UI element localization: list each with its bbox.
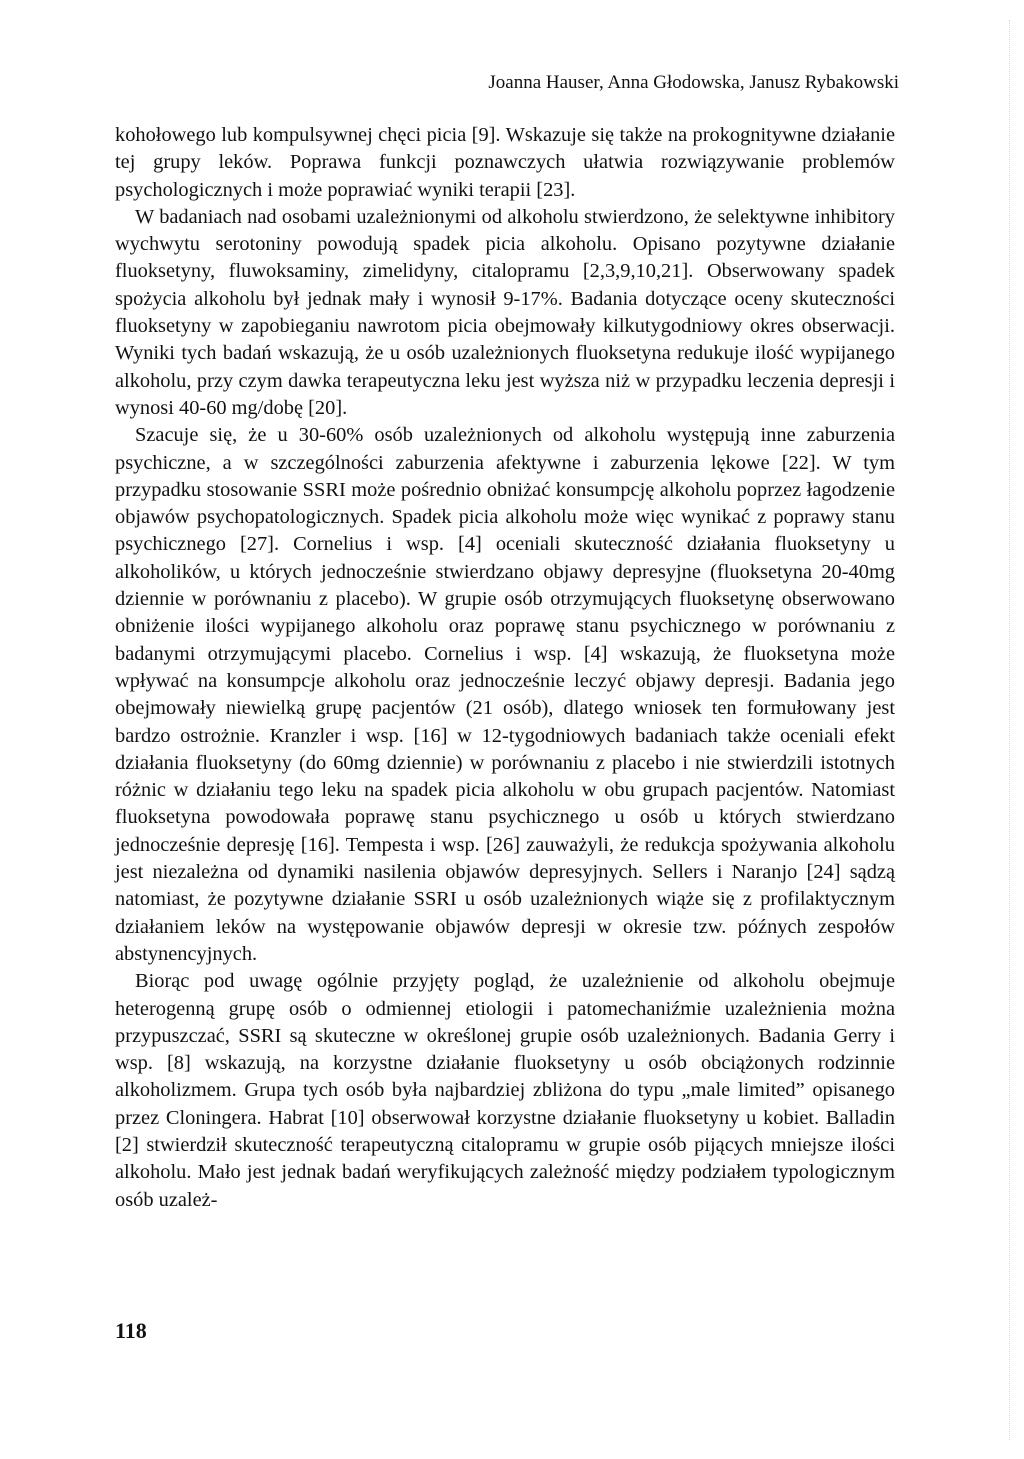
paragraph-4: Biorąc pod uwagę ogólnie przyjęty pogląd, że uzależnienie od alkoholu obejmuje heterogenną grupę osób o odmiennej etiologii i patomechaniźmie uzależnienia można przypuszczać, SSRI są skuteczne w określonej grupie osób uzależnionych. Badania Gerry i wsp. [8] wskazują, na korzystne działanie fluoksetyny u osób obciążonych rodzinnie alkoholizmem. Grupa tych osób była najbardziej zbliżona do typu „male limited” opisanego przez Cloningera. Habrat [10] obserwował korzystne działanie fluoksetyny u kobiet. Balladin [2] stwierdził skuteczność terapeutyczną citalopramu w grupie osób pijących mniejsze ilości alkoholu. Mało jest jednak badań weryfikujących zależność między podziałem typologicznym osób uzależ- [115,970,895,1211]
paragraph-1: kohołowego lub kompulsywnej chęci picia [9]. Wskazuje się także na prokognitywne działanie tej grupy leków. Poprawa funkcji poznawczych ułatwia rozwiązywanie problemów psychologicznych i może poprawiać wyniki terapii [23]. [115,124,895,201]
body-text [115,122,895,1214]
running-header: Joanna Hauser, Anna Głodowska, Janusz Rybakowski [488,72,899,93]
scan-edge [1008,20,1010,1440]
paragraph-2: W badaniach nad osobami uzależnionymi od alkoholu stwierdzono, że selektywne inhibitory wychwytu serotoniny powodują spadek picia alkoholu. Opisano pozytywne działanie fluoksetyny, fluwoksaminy, zimelidyny, citalopramu [2,3,9,10,21]. Obserwowany spadek spożycia alkoholu był jednak mały i wynosił 9-17%. Badania dotyczące oceny skuteczności fluoksetyny w zapobieganiu nawrotom picia obejmowały kilkutygodniowy okres obserwacji. Wyniki tych badań wskazują, że u osób uzależnionych fluoksetyna redukuje ilość wypijanego alkoholu, przy czym dawka terapeutyczna leku jest wyższa niż w przypadku leczenia depresji i wynosi 40-60 mg/dobę [20]. [115,205,895,419]
page-number: 118 [115,1318,147,1343]
paragraph-3: Szacuje się, że u 30-60% osób uzależnionych od alkoholu występują inne zaburzenia psychiczne, a w szczególności zaburzenia afektywne i zaburzenia lękowe [22]. W tym przypadku stosowanie SSRI może pośrednio obniżać konsumpcję alkoholu poprzez łagodzenie objawów psychopatologicznych. Spadek picia alkoholu może więc wynikać z poprawy stanu psychicznego [27]. Cornelius i wsp. [4] oceniali skuteczność działania fluoksetyny u alkoholików, u których jednocześnie stwierdzano objawy depresyjne (fluoksetyna 20-40mg dziennie w porównaniu z placebo). W grupie osób otrzymujących fluoksetynę obserwowano obniżenie ilości wypijanego alkoholu oraz poprawę stanu psychicznego w porównaniu z badanymi otrzymującymi placebo. Cornelius i wsp. [4] wskazują, że fluoksetyna może wpływać na konsumpcje alkoholu oraz jednocześnie leczyć objawy depresji. Badania jego obejmowały niewielką grupę pacjentów (21 osób), dlatego wniosek ten formułowany jest bardzo ostrożnie. Kranzler i wsp. [16] w 12-tygodniowych badaniach także oceniali efekt działania fluoksetyny (do 60mg dziennie) w porównaniu z placebo i nie stwierdzili istotnych różnic w działaniu tego leku na spadek picia alkoholu w obu grupach pacjentów. Natomiast fluoksetyna powodowała poprawę stanu psychicznego u osób u których stwierdzano jednocześnie depresję [16]. Tempesta i wsp. [26] zauważyli, że redukcja spożywania alkoholu jest niezależna od dynamiki nasilenia objawów depresyjnych. Sellers i Naranjo [24] sądzą natomiast, że pozytywne działanie SSRI u osób uzależnionych wiąże się z profilaktycznym działaniem leków na występowanie objawów depresji w okresie tzw. późnych zespołów abstynencyjnych. [115,424,895,965]
